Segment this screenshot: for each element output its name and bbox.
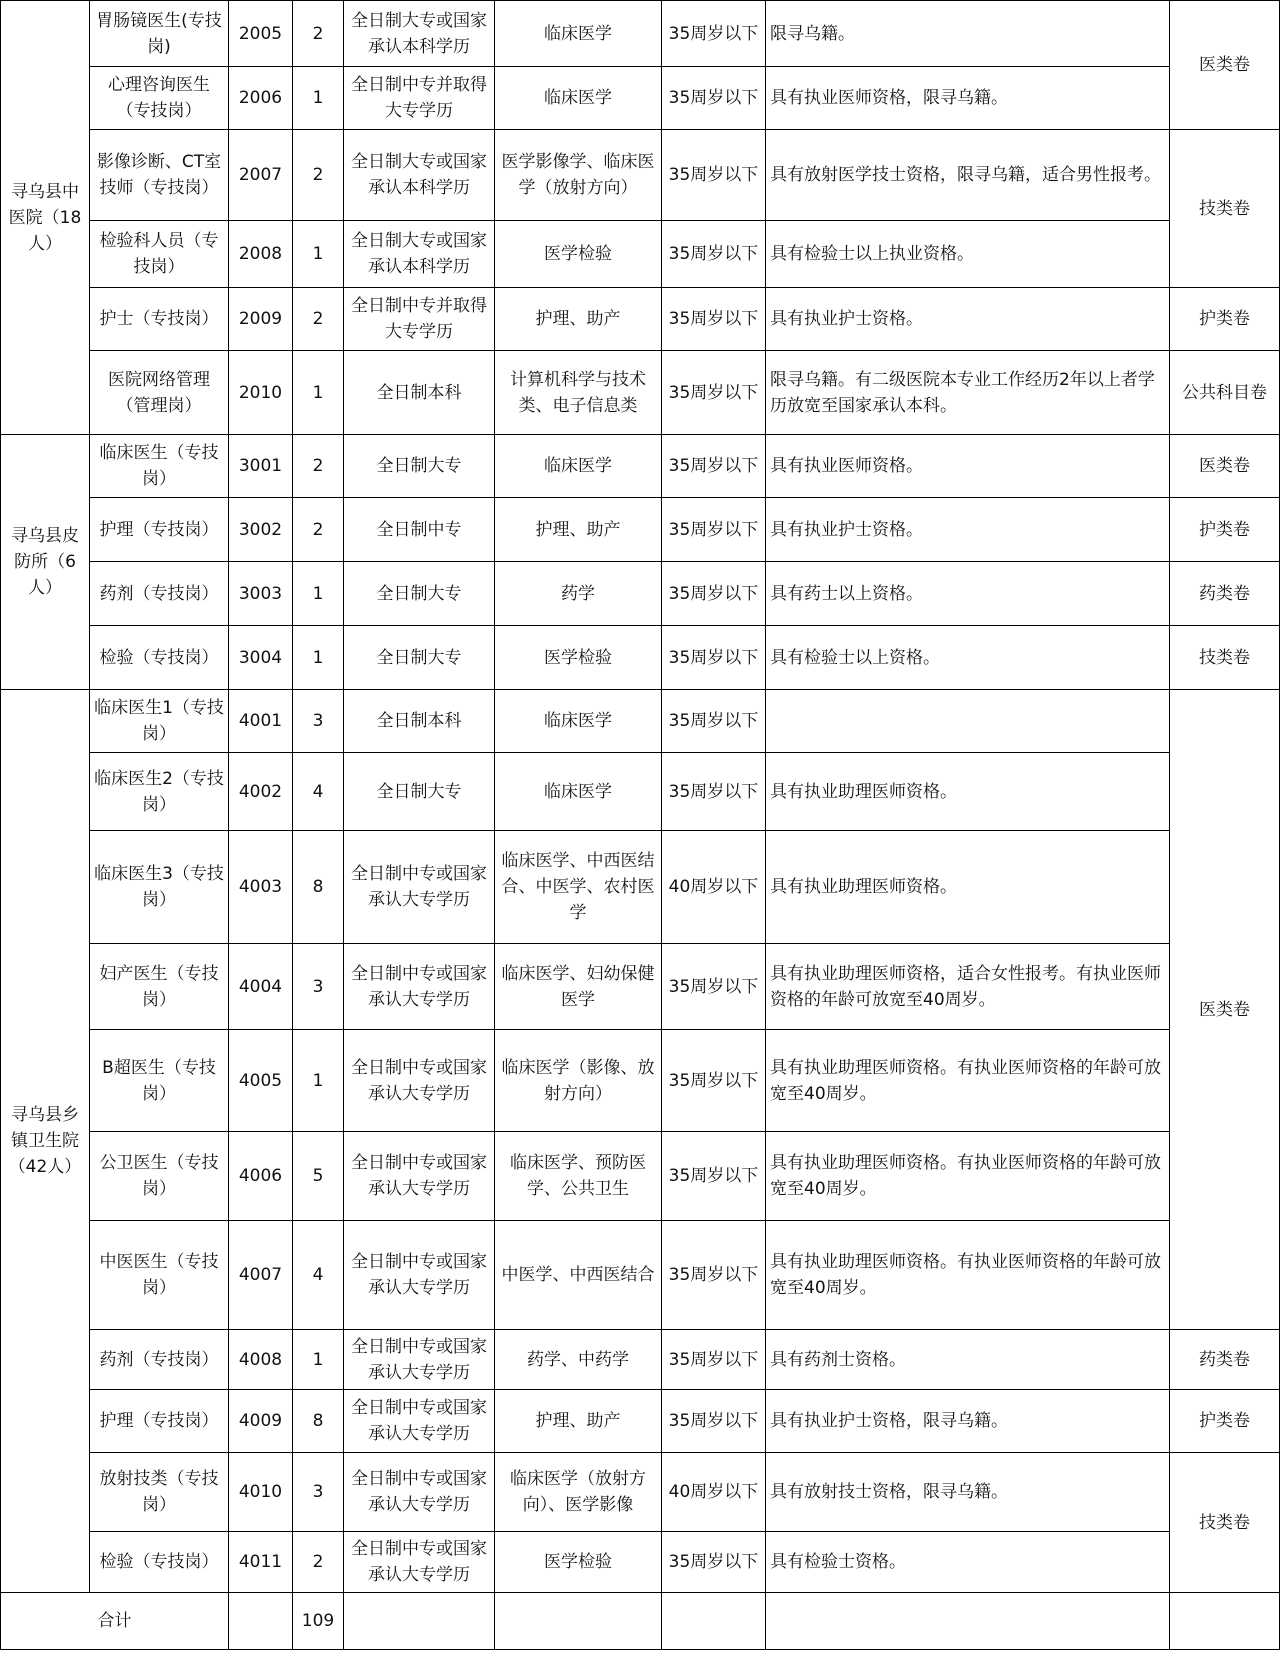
age-cell: 35周岁以下 xyxy=(662,1,766,67)
table-row xyxy=(1,67,1280,130)
age-cell: 35周岁以下 xyxy=(662,130,766,221)
exam-type-cell: 护类卷 xyxy=(1170,498,1280,562)
table-row xyxy=(1,1132,1280,1221)
table-row xyxy=(1,1221,1280,1330)
total-major-cell xyxy=(495,1593,662,1650)
age-cell: 35周岁以下 xyxy=(662,690,766,753)
major-cell: 临床医学 xyxy=(495,435,662,498)
post-name-cell: 护理（专技岗） xyxy=(90,498,229,562)
headcount-cell: 1 xyxy=(293,562,344,626)
post-code-cell: 2010 xyxy=(229,351,293,435)
unit-cell: 寻乌县中医院（18人） xyxy=(1,1,90,435)
exam-type-cell: 药类卷 xyxy=(1170,1330,1280,1390)
post-code-cell: 4004 xyxy=(229,944,293,1030)
age-cell: 35周岁以下 xyxy=(662,944,766,1030)
requirement-cell: 具有药士以上资格。 xyxy=(766,562,1170,626)
post-code-cell: 4001 xyxy=(229,690,293,753)
major-cell: 计算机科学与技术类、电子信息类 xyxy=(495,351,662,435)
post-code-cell: 2007 xyxy=(229,130,293,221)
age-cell: 35周岁以下 xyxy=(662,67,766,130)
total-count-cell: 109 xyxy=(293,1593,344,1650)
major-cell: 临床医学 xyxy=(495,690,662,753)
requirement-cell: 具有执业助理医师资格。有执业医师资格的年龄可放宽至40周岁。 xyxy=(766,1132,1170,1221)
table-row xyxy=(1,435,1280,498)
post-code-cell: 4006 xyxy=(229,1132,293,1221)
major-cell: 护理、助产 xyxy=(495,498,662,562)
education-cell: 全日制大专 xyxy=(344,753,495,831)
headcount-cell: 1 xyxy=(293,67,344,130)
headcount-cell: 1 xyxy=(293,1330,344,1390)
education-cell: 全日制中专或国家承认大专学历 xyxy=(344,1390,495,1453)
table-row xyxy=(1,831,1280,944)
requirement-cell: 具有检验士以上执业资格。 xyxy=(766,221,1170,288)
education-cell: 全日制中专或国家承认大专学历 xyxy=(344,1132,495,1221)
total-requirement-cell xyxy=(766,1593,1170,1650)
major-cell: 临床医学、中西医结合、中医学、农村医学 xyxy=(495,831,662,944)
age-cell: 35周岁以下 xyxy=(662,1330,766,1390)
age-cell: 35周岁以下 xyxy=(662,1030,766,1132)
post-name-cell: 临床医生3（专技岗） xyxy=(90,831,229,944)
age-cell: 40周岁以下 xyxy=(662,1453,766,1532)
requirement-cell: 具有执业助理医师资格。 xyxy=(766,753,1170,831)
post-name-cell: 检验（专技岗） xyxy=(90,626,229,690)
age-cell: 35周岁以下 xyxy=(662,435,766,498)
headcount-cell: 2 xyxy=(293,1,344,67)
headcount-cell: 2 xyxy=(293,498,344,562)
age-cell: 40周岁以下 xyxy=(662,831,766,944)
post-name-cell: 临床医生（专技岗） xyxy=(90,435,229,498)
major-cell: 医学影像学、临床医学（放射方向） xyxy=(495,130,662,221)
headcount-cell: 3 xyxy=(293,1453,344,1532)
post-name-cell: 护理（专技岗） xyxy=(90,1390,229,1453)
age-cell: 35周岁以下 xyxy=(662,562,766,626)
table-row xyxy=(1,562,1280,626)
total-exam-cell xyxy=(1170,1593,1280,1650)
headcount-cell: 2 xyxy=(293,1532,344,1593)
requirement-cell: 具有执业医师资格，限寻乌籍。 xyxy=(766,67,1170,130)
post-code-cell: 3002 xyxy=(229,498,293,562)
education-cell: 全日制中专或国家承认大专学历 xyxy=(344,1532,495,1593)
post-name-cell: 胃肠镜医生(专技岗) xyxy=(90,1,229,67)
post-code-cell: 2006 xyxy=(229,67,293,130)
table-row xyxy=(1,351,1280,435)
requirement-cell: 具有放射医学技士资格，限寻乌籍，适合男性报考。 xyxy=(766,130,1170,221)
education-cell: 全日制中专或国家承认大专学历 xyxy=(344,831,495,944)
headcount-cell: 1 xyxy=(293,626,344,690)
education-cell: 全日制大专 xyxy=(344,562,495,626)
headcount-cell: 2 xyxy=(293,130,344,221)
total-code-cell xyxy=(229,1593,293,1650)
table-row xyxy=(1,1330,1280,1390)
table-row xyxy=(1,944,1280,1030)
exam-type-cell: 公共科目卷 xyxy=(1170,351,1280,435)
education-cell: 全日制大专 xyxy=(344,626,495,690)
post-name-cell: 药剂（专技岗） xyxy=(90,1330,229,1390)
post-code-cell: 4002 xyxy=(229,753,293,831)
age-cell: 35周岁以下 xyxy=(662,753,766,831)
age-cell: 35周岁以下 xyxy=(662,1221,766,1330)
education-cell: 全日制中专或国家承认大专学历 xyxy=(344,1030,495,1132)
post-code-cell: 4011 xyxy=(229,1532,293,1593)
post-name-cell: 放射技类（专技岗） xyxy=(90,1453,229,1532)
post-code-cell: 4008 xyxy=(229,1330,293,1390)
major-cell: 医学检验 xyxy=(495,626,662,690)
requirement-cell: 具有执业助理医师资格。 xyxy=(766,831,1170,944)
education-cell: 全日制中专并取得大专学历 xyxy=(344,288,495,351)
major-cell: 临床医学 xyxy=(495,67,662,130)
education-cell: 全日制中专或国家承认大专学历 xyxy=(344,944,495,1030)
requirement-cell: 具有执业护士资格。 xyxy=(766,288,1170,351)
requirement-cell: 具有检验士资格。 xyxy=(766,1532,1170,1593)
post-name-cell: 临床医生1（专技岗） xyxy=(90,690,229,753)
major-cell: 临床医学（影像、放射方向） xyxy=(495,1030,662,1132)
exam-type-cell: 技类卷 xyxy=(1170,130,1280,288)
requirement-cell: 具有药剂士资格。 xyxy=(766,1330,1170,1390)
exam-type-cell: 技类卷 xyxy=(1170,1453,1280,1593)
exam-type-cell: 技类卷 xyxy=(1170,626,1280,690)
age-cell: 35周岁以下 xyxy=(662,221,766,288)
exam-type-cell: 医类卷 xyxy=(1170,1,1280,130)
table-row xyxy=(1,130,1280,221)
requirement-cell: 具有执业医师资格。 xyxy=(766,435,1170,498)
post-name-cell: 检验（专技岗） xyxy=(90,1532,229,1593)
headcount-cell: 3 xyxy=(293,690,344,753)
major-cell: 医学检验 xyxy=(495,1532,662,1593)
requirement-cell: 具有放射技士资格，限寻乌籍。 xyxy=(766,1453,1170,1532)
exam-type-cell: 医类卷 xyxy=(1170,690,1280,1330)
post-code-cell: 3001 xyxy=(229,435,293,498)
total-age-cell xyxy=(662,1593,766,1650)
table-row xyxy=(1,1453,1280,1532)
table-row xyxy=(1,288,1280,351)
post-name-cell: 妇产医生（专技岗） xyxy=(90,944,229,1030)
exam-type-cell: 护类卷 xyxy=(1170,1390,1280,1453)
age-cell: 35周岁以下 xyxy=(662,1132,766,1221)
age-cell: 35周岁以下 xyxy=(662,1532,766,1593)
table-row xyxy=(1,221,1280,288)
major-cell: 临床医学、预防医学、公共卫生 xyxy=(495,1132,662,1221)
requirement-cell: 限寻乌籍。有二级医院本专业工作经历2年以上者学历放宽至国家承认本科。 xyxy=(766,351,1170,435)
headcount-cell: 2 xyxy=(293,288,344,351)
requirement-cell: 限寻乌籍。 xyxy=(766,1,1170,67)
major-cell: 中医学、中西医结合 xyxy=(495,1221,662,1330)
post-name-cell: 检验科人员（专技岗） xyxy=(90,221,229,288)
education-cell: 全日制大专 xyxy=(344,435,495,498)
post-name-cell: 临床医生2（专技岗） xyxy=(90,753,229,831)
total-education-cell xyxy=(344,1593,495,1650)
exam-type-cell: 药类卷 xyxy=(1170,562,1280,626)
post-name-cell: 医院网络管理（管理岗） xyxy=(90,351,229,435)
post-code-cell: 4010 xyxy=(229,1453,293,1532)
major-cell: 医学检验 xyxy=(495,221,662,288)
table-row xyxy=(1,626,1280,690)
education-cell: 全日制中专或国家承认大专学历 xyxy=(344,1453,495,1532)
unit-cell: 寻乌县皮防所（6人） xyxy=(1,435,90,690)
headcount-cell: 1 xyxy=(293,351,344,435)
age-cell: 35周岁以下 xyxy=(662,351,766,435)
headcount-cell: 3 xyxy=(293,944,344,1030)
major-cell: 临床医学 xyxy=(495,753,662,831)
major-cell: 药学 xyxy=(495,562,662,626)
table-row xyxy=(1,690,1280,753)
requirement-cell: 具有执业护士资格。 xyxy=(766,498,1170,562)
age-cell: 35周岁以下 xyxy=(662,288,766,351)
table-row xyxy=(1,498,1280,562)
education-cell: 全日制中专或国家承认大专学历 xyxy=(344,1221,495,1330)
age-cell: 35周岁以下 xyxy=(662,1390,766,1453)
headcount-cell: 1 xyxy=(293,1030,344,1132)
post-name-cell: 护士（专技岗） xyxy=(90,288,229,351)
education-cell: 全日制中专并取得大专学历 xyxy=(344,67,495,130)
headcount-cell: 1 xyxy=(293,221,344,288)
age-cell: 35周岁以下 xyxy=(662,626,766,690)
education-cell: 全日制本科 xyxy=(344,351,495,435)
requirement-cell: 具有执业助理医师资格，适合女性报考。有执业医师资格的年龄可放宽至40周岁。 xyxy=(766,944,1170,1030)
post-code-cell: 2008 xyxy=(229,221,293,288)
education-cell: 全日制大专或国家承认本科学历 xyxy=(344,130,495,221)
education-cell: 全日制中专或国家承认大专学历 xyxy=(344,1330,495,1390)
table-row xyxy=(1,753,1280,831)
table-row xyxy=(1,1030,1280,1132)
post-name-cell: B超医生（专技岗） xyxy=(90,1030,229,1132)
requirement-cell xyxy=(766,690,1170,753)
headcount-cell: 4 xyxy=(293,753,344,831)
post-name-cell: 心理咨询医生（专技岗） xyxy=(90,67,229,130)
education-cell: 全日制本科 xyxy=(344,690,495,753)
requirement-cell: 具有执业护士资格，限寻乌籍。 xyxy=(766,1390,1170,1453)
post-code-cell: 2009 xyxy=(229,288,293,351)
total-row xyxy=(1,1593,1280,1650)
post-name-cell: 药剂（专技岗） xyxy=(90,562,229,626)
headcount-cell: 5 xyxy=(293,1132,344,1221)
post-code-cell: 3003 xyxy=(229,562,293,626)
major-cell: 药学、中药学 xyxy=(495,1330,662,1390)
post-code-cell: 4009 xyxy=(229,1390,293,1453)
headcount-cell: 4 xyxy=(293,1221,344,1330)
headcount-cell: 8 xyxy=(293,1390,344,1453)
exam-type-cell: 医类卷 xyxy=(1170,435,1280,498)
major-cell: 护理、助产 xyxy=(495,1390,662,1453)
education-cell: 全日制中专 xyxy=(344,498,495,562)
headcount-cell: 8 xyxy=(293,831,344,944)
age-cell: 35周岁以下 xyxy=(662,498,766,562)
post-code-cell: 2005 xyxy=(229,1,293,67)
post-code-cell: 3004 xyxy=(229,626,293,690)
table-row xyxy=(1,1,1280,67)
major-cell: 临床医学（放射方向）、医学影像 xyxy=(495,1453,662,1532)
headcount-cell: 2 xyxy=(293,435,344,498)
post-name-cell: 公卫医生（专技岗） xyxy=(90,1132,229,1221)
requirement-cell: 具有检验士以上资格。 xyxy=(766,626,1170,690)
post-name-cell: 影像诊断、CT室技师（专技岗） xyxy=(90,130,229,221)
table-row xyxy=(1,1532,1280,1593)
post-code-cell: 4007 xyxy=(229,1221,293,1330)
unit-cell: 寻乌县乡镇卫生院（42人） xyxy=(1,690,90,1593)
post-code-cell: 4003 xyxy=(229,831,293,944)
major-cell: 临床医学、妇幼保健医学 xyxy=(495,944,662,1030)
total-label-cell: 合计 xyxy=(1,1593,229,1650)
requirement-cell: 具有执业助理医师资格。有执业医师资格的年龄可放宽至40周岁。 xyxy=(766,1030,1170,1132)
post-name-cell: 中医医生（专技岗） xyxy=(90,1221,229,1330)
requirement-cell: 具有执业助理医师资格。有执业医师资格的年龄可放宽至40周岁。 xyxy=(766,1221,1170,1330)
education-cell: 全日制大专或国家承认本科学历 xyxy=(344,221,495,288)
post-code-cell: 4005 xyxy=(229,1030,293,1132)
table-row xyxy=(1,1390,1280,1453)
major-cell: 护理、助产 xyxy=(495,288,662,351)
education-cell: 全日制大专或国家承认本科学历 xyxy=(344,1,495,67)
exam-type-cell: 护类卷 xyxy=(1170,288,1280,351)
major-cell: 临床医学 xyxy=(495,1,662,67)
